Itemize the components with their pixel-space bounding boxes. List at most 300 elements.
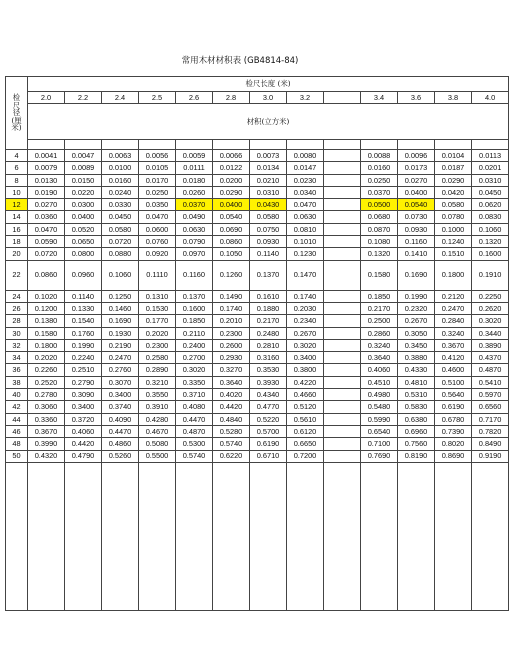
- volume-cell: 0.0170: [139, 174, 176, 186]
- volume-cell: 0.1310: [139, 290, 176, 302]
- volume-cell: 0.1370: [176, 290, 213, 302]
- volume-cell: 0.7690: [361, 450, 398, 462]
- volume-cell: 0.1600: [176, 302, 213, 314]
- volume-cell: 0.0490: [176, 211, 213, 223]
- volume-cell: 0.3020: [287, 339, 324, 351]
- volume-cell: 0.7100: [361, 438, 398, 450]
- volume-cell: 0.0240: [102, 186, 139, 198]
- spacer-cell: [398, 140, 435, 150]
- volume-cell: 0.0400: [398, 186, 435, 198]
- blank-cell: [102, 462, 139, 610]
- gap-cell: [324, 236, 361, 248]
- volume-cell: 0.4810: [398, 376, 435, 388]
- volume-cell: 0.5610: [287, 413, 324, 425]
- volume-cell: 0.4280: [139, 413, 176, 425]
- volume-cell: 0.2320: [398, 302, 435, 314]
- volume-cell: 0.1990: [65, 339, 102, 351]
- volume-cell: 0.6540: [361, 425, 398, 437]
- table-row: [6, 352, 509, 364]
- diameter-cell: 46: [6, 425, 28, 437]
- volume-cell: 0.3670: [28, 425, 65, 437]
- volume-cell: 0.0160: [102, 174, 139, 186]
- diameter-cell: 24: [6, 290, 28, 302]
- volume-cell: 0.0330: [102, 199, 139, 211]
- volume-cell: 0.0450: [102, 211, 139, 223]
- volume-cell: 0.1320: [472, 236, 509, 248]
- volume-cell: 0.5300: [176, 438, 213, 450]
- volume-cell: 0.0450: [472, 186, 509, 198]
- volume-cell: 0.2810: [250, 339, 287, 351]
- spacer-cell: [213, 140, 250, 150]
- volume-cell: 0.1610: [250, 290, 287, 302]
- volume-cell: 0.0470: [28, 223, 65, 235]
- volume-cell: 0.0111: [176, 162, 213, 174]
- gap-cell: [324, 162, 361, 174]
- volume-cell: 0.2020: [139, 327, 176, 339]
- volume-cell: 0.5080: [139, 438, 176, 450]
- volume-cell: 0.3450: [398, 339, 435, 351]
- table-row: [6, 186, 509, 198]
- timber-volume-table: [5, 76, 509, 611]
- volume-cell: 0.3350: [176, 376, 213, 388]
- volume-cell: 0.2930: [213, 352, 250, 364]
- volume-cell: 0.0800: [65, 248, 102, 260]
- volume-cell: 0.2240: [65, 352, 102, 364]
- gap-cell: [324, 248, 361, 260]
- volume-cell: 0.2760: [102, 364, 139, 376]
- gap-cell: [324, 260, 361, 290]
- volume-cell: 0.0720: [28, 248, 65, 260]
- volume-cell: 0.2260: [28, 364, 65, 376]
- diameter-cell: 34: [6, 352, 28, 364]
- volume-cell: 0.3990: [28, 438, 65, 450]
- volume-cell: 0.0420: [435, 186, 472, 198]
- volume-cell: 0.2300: [139, 339, 176, 351]
- volume-cell: 0.6780: [435, 413, 472, 425]
- length-header: 检尺长度 (米): [28, 77, 509, 92]
- volume-cell: 0.1930: [102, 327, 139, 339]
- diameter-cell: 44: [6, 413, 28, 425]
- volume-cell: 0.1470: [287, 260, 324, 290]
- volume-cell: 0.1600: [472, 248, 509, 260]
- volume-cell: 0.0430: [250, 199, 287, 211]
- gap-cell: [324, 339, 361, 351]
- volume-cell: 0.6650: [287, 438, 324, 450]
- volume-cell: 0.2340: [287, 315, 324, 327]
- volume-cell: 0.0630: [176, 223, 213, 235]
- table-title: 常用木材材积表 (GB4814-84): [181, 56, 299, 66]
- volume-cell: 0.1330: [65, 302, 102, 314]
- volume-cell: 0.4660: [287, 389, 324, 401]
- volume-cell: 0.5740: [213, 438, 250, 450]
- volume-cell: 0.0059: [176, 150, 213, 162]
- table-row: [6, 438, 509, 450]
- volume-cell: 0.0580: [102, 223, 139, 235]
- volume-cell: 0.1490: [213, 290, 250, 302]
- blank-cell: [65, 462, 102, 610]
- volume-cell: 0.1580: [28, 327, 65, 339]
- volume-cell: 0.0930: [250, 236, 287, 248]
- volume-cell: 0.0540: [213, 211, 250, 223]
- volume-cell: 0.0630: [287, 211, 324, 223]
- volume-cell: 0.3720: [65, 413, 102, 425]
- volume-cell: 0.3530: [250, 364, 287, 376]
- volume-cell: 0.1060: [472, 223, 509, 235]
- diameter-cell: 26: [6, 302, 28, 314]
- volume-cell: 0.3020: [176, 364, 213, 376]
- volume-cell: 0.4080: [176, 401, 213, 413]
- volume-cell: 0.0810: [287, 223, 324, 235]
- table-row: [6, 260, 509, 290]
- volume-cell: 0.4220: [287, 376, 324, 388]
- diameter-cell: 32: [6, 339, 28, 351]
- blank-cell: [28, 462, 65, 610]
- volume-cell: 0.5700: [250, 425, 287, 437]
- gap-cell: [324, 223, 361, 235]
- volume-cell: 0.3930: [250, 376, 287, 388]
- volume-cell: 0.7170: [472, 413, 509, 425]
- gap-cell: [324, 376, 361, 388]
- volume-cell: 0.2110: [176, 327, 213, 339]
- volume-cell: 0.0310: [472, 174, 509, 186]
- volume-cell: 0.4840: [213, 413, 250, 425]
- volume-cell: 0.0260: [176, 186, 213, 198]
- volume-cell: 0.2780: [28, 389, 65, 401]
- length-header-gap: [324, 92, 361, 104]
- diameter-cell: 4: [6, 150, 28, 162]
- volume-cell: 0.1580: [361, 260, 398, 290]
- volume-cell: 0.0370: [361, 186, 398, 198]
- volume-cell: 0.1160: [398, 236, 435, 248]
- volume-cell: 0.3360: [28, 413, 65, 425]
- volume-cell: 0.0540: [398, 199, 435, 211]
- volume-cell: 0.4790: [65, 450, 102, 462]
- volume-cell: 0.3400: [102, 389, 139, 401]
- volume-cell: 0.1690: [398, 260, 435, 290]
- spacer-cell: [139, 140, 176, 150]
- volume-cell: 0.1080: [361, 236, 398, 248]
- volume-cell: 0.2600: [213, 339, 250, 351]
- volume-cell: 0.5500: [139, 450, 176, 462]
- volume-cell: 0.4770: [250, 401, 287, 413]
- volume-cell: 0.7820: [472, 425, 509, 437]
- volume-cell: 0.4060: [361, 364, 398, 376]
- gap-cell: [324, 327, 361, 339]
- volume-cell: 0.3710: [176, 389, 213, 401]
- diameter-cell: 42: [6, 401, 28, 413]
- volume-cell: 0.0780: [435, 211, 472, 223]
- volume-header: 材积(立方米): [28, 104, 509, 140]
- diameter-cell: 12: [6, 199, 28, 211]
- diameter-cell: 30: [6, 327, 28, 339]
- volume-cell: 0.3060: [28, 401, 65, 413]
- diameter-cell: 18: [6, 236, 28, 248]
- table-row: [6, 199, 509, 211]
- blank-cell: [250, 462, 287, 610]
- spacer-cell: [176, 140, 213, 150]
- volume-cell: 0.0056: [139, 150, 176, 162]
- volume-cell: 0.1020: [28, 290, 65, 302]
- volume-cell: 0.5220: [250, 413, 287, 425]
- volume-cell: 0.5970: [472, 389, 509, 401]
- spacer-cell: [250, 140, 287, 150]
- volume-cell: 0.1250: [102, 290, 139, 302]
- volume-cell: 0.5740: [176, 450, 213, 462]
- volume-cell: 0.0250: [361, 174, 398, 186]
- volume-cell: 0.2250: [472, 290, 509, 302]
- table-row: [6, 174, 509, 186]
- volume-cell: 0.3240: [361, 339, 398, 351]
- volume-cell: 0.0650: [65, 236, 102, 248]
- volume-cell: 0.0520: [65, 223, 102, 235]
- volume-cell: 0.8190: [398, 450, 435, 462]
- volume-cell: 0.0870: [361, 223, 398, 235]
- volume-cell: 0.2400: [176, 339, 213, 351]
- volume-cell: 0.1060: [102, 260, 139, 290]
- volume-cell: 0.0122: [213, 162, 250, 174]
- volume-cell: 0.0400: [65, 211, 102, 223]
- volume-cell: 0.0680: [361, 211, 398, 223]
- table-row: [6, 211, 509, 223]
- spacer-cell: [102, 140, 139, 150]
- volume-cell: 0.3240: [435, 327, 472, 339]
- volume-cell: 0.1460: [102, 302, 139, 314]
- volume-cell: 0.5260: [102, 450, 139, 462]
- volume-cell: 0.0580: [250, 211, 287, 223]
- table-row: [6, 290, 509, 302]
- volume-cell: 0.1370: [250, 260, 287, 290]
- diameter-cell: 36: [6, 364, 28, 376]
- volume-cell: 0.1880: [250, 302, 287, 314]
- volume-cell: 0.9190: [472, 450, 509, 462]
- volume-cell: 0.3640: [361, 352, 398, 364]
- volume-cell: 0.0066: [213, 150, 250, 162]
- volume-cell: 0.0580: [435, 199, 472, 211]
- volume-cell: 0.3400: [65, 401, 102, 413]
- volume-cell: 0.1260: [213, 260, 250, 290]
- volume-cell: 0.4060: [65, 425, 102, 437]
- table-row: [6, 413, 509, 425]
- volume-cell: 0.0210: [250, 174, 287, 186]
- length-header-cell: 2.8: [213, 92, 250, 104]
- volume-cell: 0.3070: [102, 376, 139, 388]
- volume-cell: 0.2840: [435, 315, 472, 327]
- volume-cell: 0.0730: [398, 211, 435, 223]
- volume-cell: 0.1410: [398, 248, 435, 260]
- volume-cell: 0.1800: [435, 260, 472, 290]
- volume-cell: 0.2170: [250, 315, 287, 327]
- table-row: [6, 315, 509, 327]
- volume-cell: 0.4670: [139, 425, 176, 437]
- blank-cell: [139, 462, 176, 610]
- table-row: [6, 302, 509, 314]
- blank-cell: [324, 462, 361, 610]
- table-row: [6, 162, 509, 174]
- table-row: [6, 450, 509, 462]
- volume-cell: 0.1740: [213, 302, 250, 314]
- gap-cell: [324, 174, 361, 186]
- volume-cell: 0.0134: [250, 162, 287, 174]
- volume-cell: 0.1240: [435, 236, 472, 248]
- volume-cell: 0.2190: [102, 339, 139, 351]
- volume-cell: 0.4120: [435, 352, 472, 364]
- volume-cell: 0.0270: [398, 174, 435, 186]
- volume-cell: 0.0860: [28, 260, 65, 290]
- volume-cell: 0.1050: [213, 248, 250, 260]
- gap-cell: [324, 425, 361, 437]
- volume-cell: 0.2010: [213, 315, 250, 327]
- volume-cell: 0.3550: [139, 389, 176, 401]
- volume-cell: 0.1010: [287, 236, 324, 248]
- table-row: [6, 425, 509, 437]
- volume-cell: 0.3440: [472, 327, 509, 339]
- blank-cell: [176, 462, 213, 610]
- spacer-cell: [65, 140, 102, 150]
- diameter-cell: 14: [6, 211, 28, 223]
- volume-cell: 0.4020: [213, 389, 250, 401]
- volume-cell: 0.4860: [102, 438, 139, 450]
- volume-cell: 0.2890: [139, 364, 176, 376]
- blank-cell: [6, 462, 28, 610]
- volume-cell: 0.6190: [250, 438, 287, 450]
- volume-cell: 0.0104: [435, 150, 472, 162]
- volume-cell: 0.3910: [139, 401, 176, 413]
- volume-cell: 0.4340: [250, 389, 287, 401]
- volume-cell: 0.1800: [28, 339, 65, 351]
- diameter-header: 检 尺 径 (厘 米): [6, 77, 28, 150]
- volume-cell: 0.2580: [139, 352, 176, 364]
- volume-cell: 0.3640: [213, 376, 250, 388]
- volume-cell: 0.0270: [28, 199, 65, 211]
- diameter-cell: 22: [6, 260, 28, 290]
- volume-cell: 0.4420: [65, 438, 102, 450]
- gap-cell: [324, 211, 361, 223]
- gap-cell: [324, 290, 361, 302]
- spacer-cell: [28, 140, 65, 150]
- volume-cell: 0.4510: [361, 376, 398, 388]
- volume-cell: 0.0340: [287, 186, 324, 198]
- volume-cell: 0.1740: [287, 290, 324, 302]
- volume-cell: 0.1990: [398, 290, 435, 302]
- volume-cell: 0.0370: [176, 199, 213, 211]
- diameter-cell: 8: [6, 174, 28, 186]
- gap-cell: [324, 315, 361, 327]
- volume-cell: 0.0590: [28, 236, 65, 248]
- volume-cell: 0.0088: [361, 150, 398, 162]
- volume-cell: 0.0360: [28, 211, 65, 223]
- volume-cell: 0.3740: [102, 401, 139, 413]
- volume-cell: 0.1910: [472, 260, 509, 290]
- length-header-cell: 3.4: [361, 92, 398, 104]
- volume-cell: 0.2470: [102, 352, 139, 364]
- volume-cell: 0.2030: [287, 302, 324, 314]
- volume-cell: 0.0200: [213, 174, 250, 186]
- volume-cell: 0.4600: [435, 364, 472, 376]
- volume-cell: 0.0290: [213, 186, 250, 198]
- volume-cell: 0.0300: [65, 199, 102, 211]
- volume-cell: 0.3210: [139, 376, 176, 388]
- volume-cell: 0.4090: [102, 413, 139, 425]
- gap-cell: [324, 186, 361, 198]
- volume-cell: 0.0880: [102, 248, 139, 260]
- blank-cell: [213, 462, 250, 610]
- volume-cell: 0.6710: [250, 450, 287, 462]
- volume-cell: 0.4420: [213, 401, 250, 413]
- table-row: [6, 389, 509, 401]
- volume-cell: 0.0100: [102, 162, 139, 174]
- volume-cell: 0.1160: [176, 260, 213, 290]
- volume-cell: 0.7390: [435, 425, 472, 437]
- volume-cell: 0.0063: [102, 150, 139, 162]
- volume-cell: 0.3270: [213, 364, 250, 376]
- blank-cell: [435, 462, 472, 610]
- diameter-cell: 48: [6, 438, 28, 450]
- volume-cell: 0.3880: [398, 352, 435, 364]
- volume-cell: 0.5480: [361, 401, 398, 413]
- volume-cell: 0.6120: [287, 425, 324, 437]
- volume-cell: 0.0920: [139, 248, 176, 260]
- volume-cell: 0.2520: [28, 376, 65, 388]
- length-header-cell: 2.6: [176, 92, 213, 104]
- volume-cell: 0.0073: [250, 150, 287, 162]
- volume-cell: 0.0201: [472, 162, 509, 174]
- gap-cell: [324, 352, 361, 364]
- volume-cell: 0.1000: [435, 223, 472, 235]
- volume-cell: 0.5280: [213, 425, 250, 437]
- spacer-cell: [287, 140, 324, 150]
- volume-cell: 0.3800: [287, 364, 324, 376]
- volume-cell: 0.0180: [176, 174, 213, 186]
- volume-cell: 0.2790: [65, 376, 102, 388]
- volume-cell: 0.2300: [213, 327, 250, 339]
- table-row: [6, 364, 509, 376]
- volume-cell: 0.0160: [361, 162, 398, 174]
- volume-cell: 0.8020: [435, 438, 472, 450]
- volume-cell: 0.7200: [287, 450, 324, 462]
- gap-cell: [324, 199, 361, 211]
- table-row: [6, 376, 509, 388]
- volume-cell: 0.2170: [361, 302, 398, 314]
- volume-cell: 0.5640: [435, 389, 472, 401]
- volume-cell: 0.1510: [435, 248, 472, 260]
- gap-cell: [324, 389, 361, 401]
- spacer-cell: [361, 140, 398, 150]
- volume-cell: 0.0105: [139, 162, 176, 174]
- length-header-cell: 3.8: [435, 92, 472, 104]
- table-row: [6, 236, 509, 248]
- volume-cell: 0.5830: [398, 401, 435, 413]
- volume-cell: 0.6220: [213, 450, 250, 462]
- length-header-cell: 3.2: [287, 92, 324, 104]
- volume-cell: 0.0290: [435, 174, 472, 186]
- length-header-cell: 3.6: [398, 92, 435, 104]
- blank-cell: [287, 462, 324, 610]
- volume-cell: 0.4470: [102, 425, 139, 437]
- volume-cell: 0.4320: [28, 450, 65, 462]
- blank-cell: [361, 462, 398, 610]
- volume-cell: 0.0690: [213, 223, 250, 235]
- diameter-cell: 10: [6, 186, 28, 198]
- volume-cell: 0.3090: [65, 389, 102, 401]
- table-row: [6, 339, 509, 351]
- volume-cell: 0.1200: [28, 302, 65, 314]
- volume-cell: 0.0620: [472, 199, 509, 211]
- diameter-cell: 38: [6, 376, 28, 388]
- volume-cell: 0.2480: [250, 327, 287, 339]
- volume-cell: 0.4870: [176, 425, 213, 437]
- volume-cell: 0.0079: [28, 162, 65, 174]
- length-header-cell: 3.0: [250, 92, 287, 104]
